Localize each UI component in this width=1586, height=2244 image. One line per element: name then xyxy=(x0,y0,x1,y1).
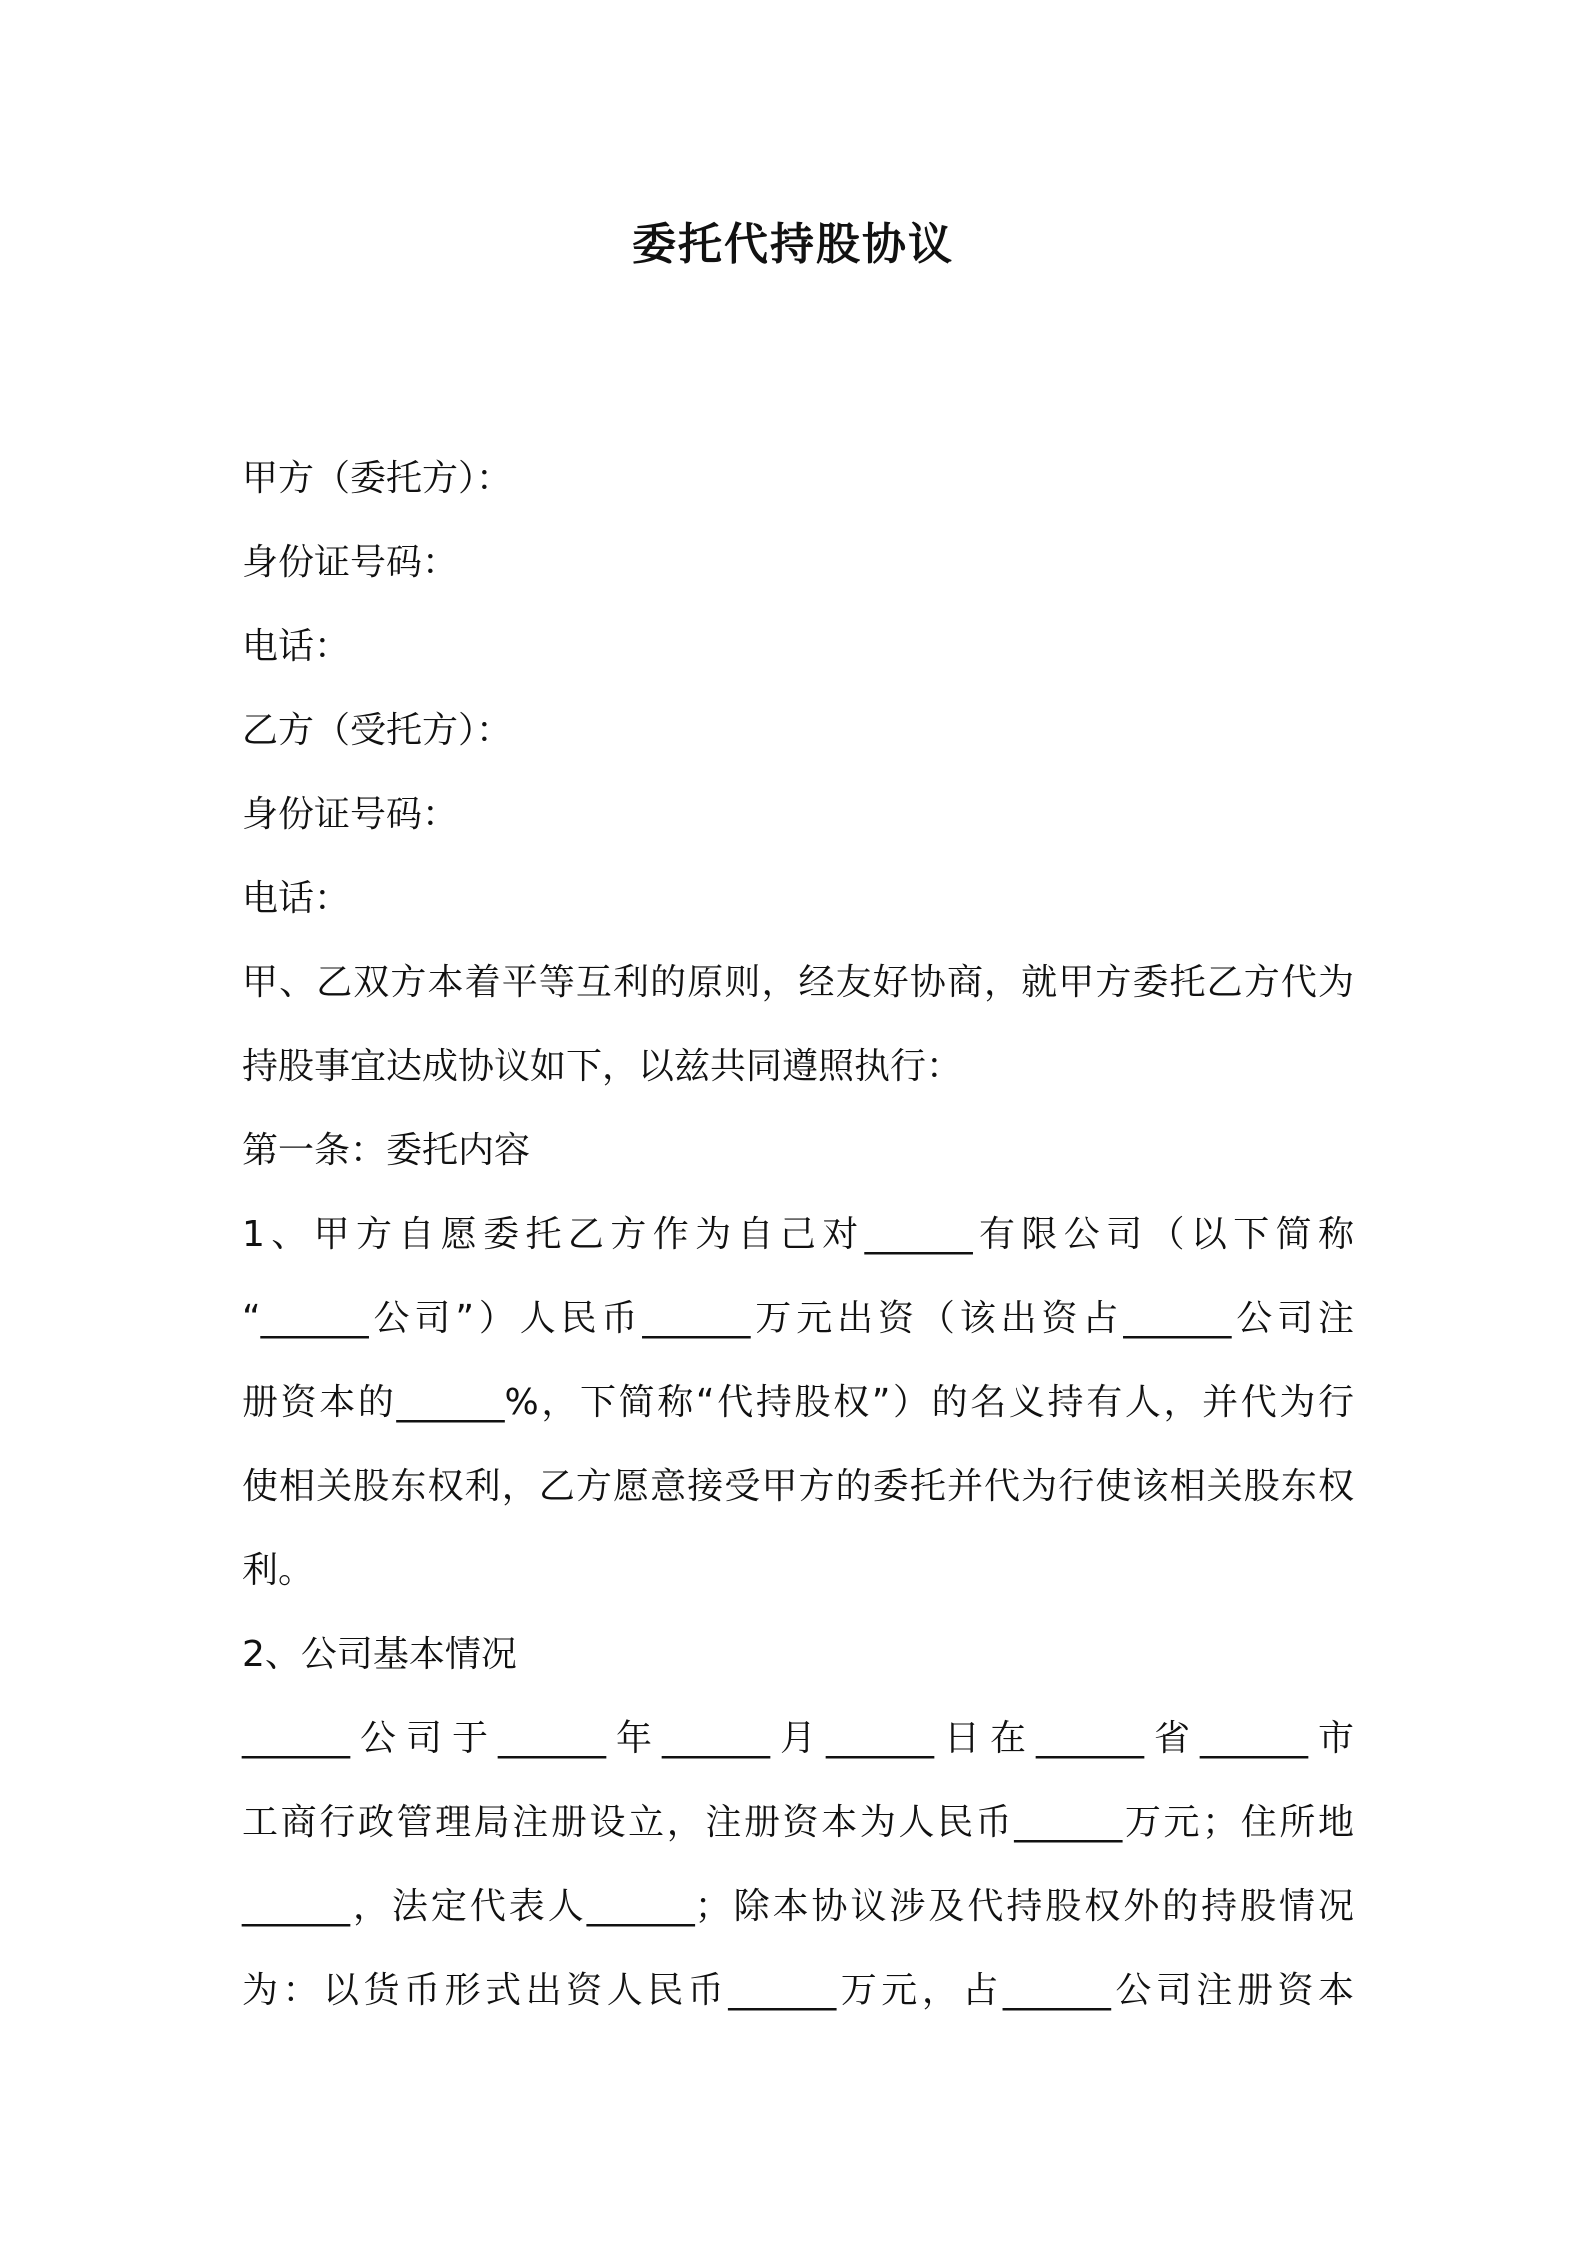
clause-line: 工商行政管理局注册设立，注册资本为人民币______万元；住所地 xyxy=(242,1802,1354,1843)
document-title: 委托代持股协议 xyxy=(632,219,954,270)
clause-line: 利。 xyxy=(242,1550,315,1591)
clause-line: ______公司于______年______月______日在______省______市 xyxy=(242,1718,1354,1759)
party-a-label: 甲方（委托方）： xyxy=(242,458,513,499)
party-b-label: 乙方（受托方）： xyxy=(242,710,513,751)
clause-heading: 2、公司基本情况 xyxy=(242,1634,517,1675)
clause-line: 为：以货币形式出资人民币______万元，占______公司注册资本 xyxy=(242,1970,1354,2011)
article-heading: 第一条：委托内容 xyxy=(242,1130,531,1171)
preamble-line: 甲、乙双方本着平等互利的原则，经友好协商，就甲方委托乙方代为 xyxy=(242,962,1354,1003)
party-a-phone-label: 电话： xyxy=(242,626,351,667)
party-b-id-label: 身份证号码： xyxy=(242,794,459,835)
party-b-phone-label: 电话： xyxy=(242,878,351,919)
clause-line: 1、甲方自愿委托乙方作为自己对______有限公司（以下简称 xyxy=(242,1214,1354,1255)
clause-line: 册资本的______%，下简称“代持股权”）的名义持有人，并代为行 xyxy=(242,1382,1354,1423)
preamble-line: 持股事宜达成协议如下，以兹共同遵照执行： xyxy=(242,1046,963,1087)
party-a-id-label: 身份证号码： xyxy=(242,542,459,583)
clause-line: “______公司”）人民币______万元出资（该出资占______公司注 xyxy=(242,1298,1354,1339)
clause-line: ______，法定代表人______；除本协议涉及代持股权外的持股情况 xyxy=(242,1886,1354,1927)
clause-line: 使相关股东权利，乙方愿意接受甲方的委托并代为行使该相关股东权 xyxy=(242,1466,1354,1507)
